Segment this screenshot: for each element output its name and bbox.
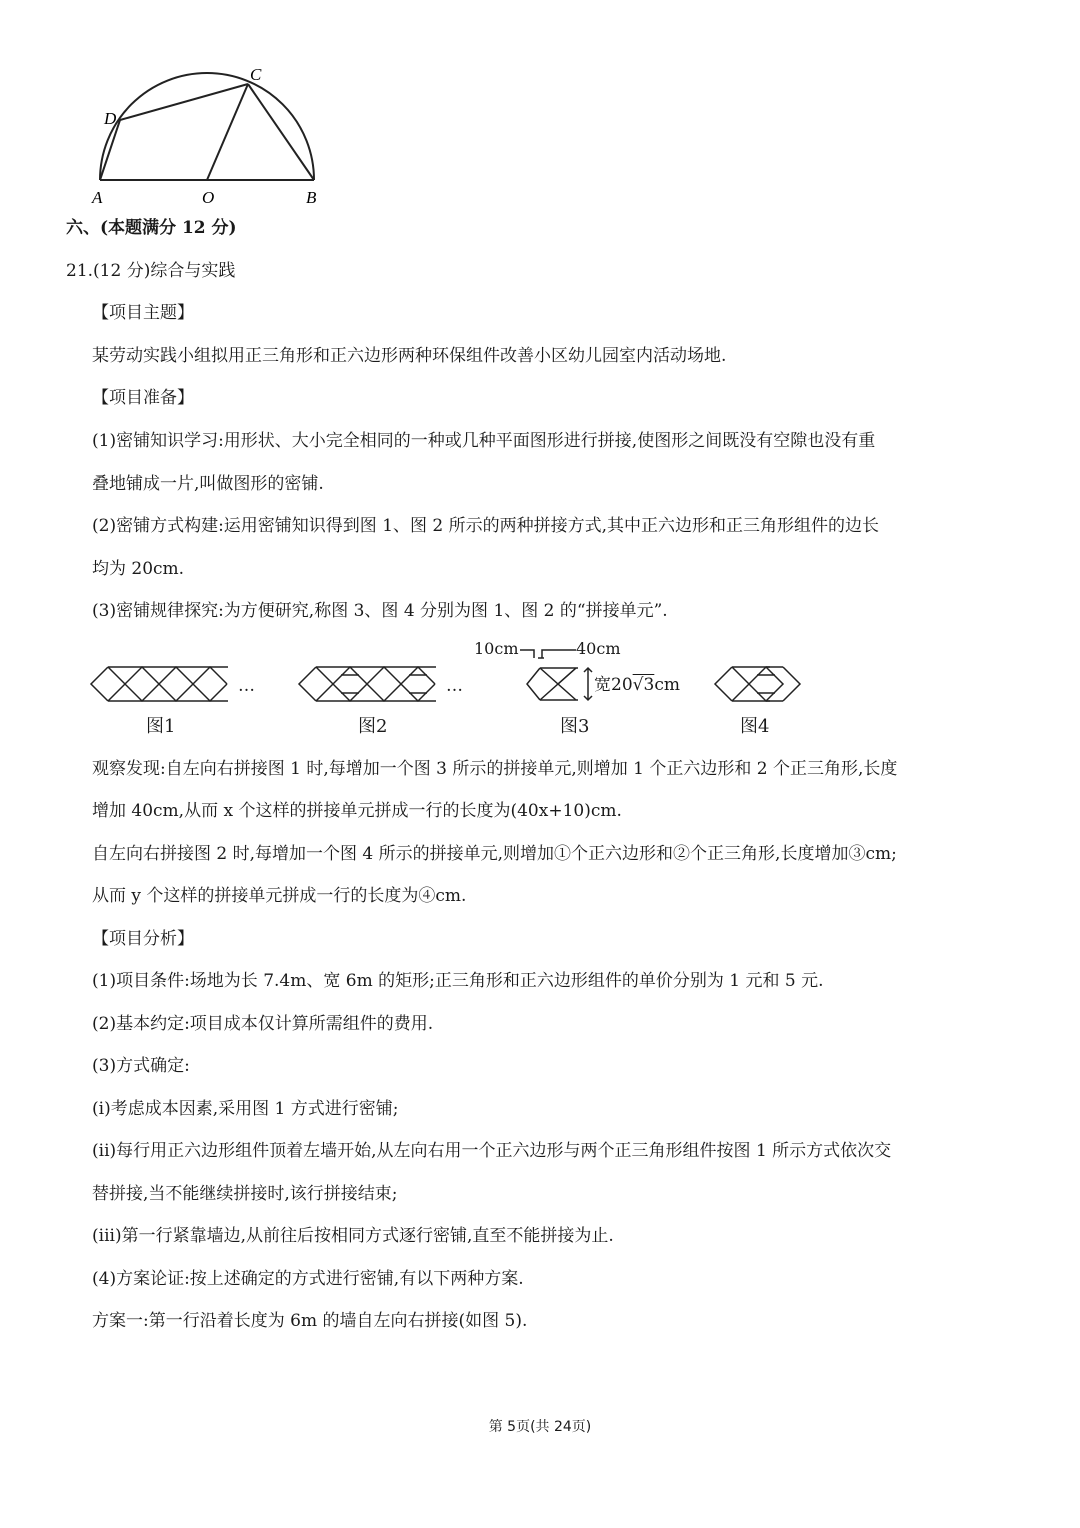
figure-3-unit [520,646,600,710]
label-o: O [202,188,215,207]
figure-3-caption: 图3 [560,716,590,737]
analysis-item4: (4)方案论证:按上述确定的方式进行密铺,有以下两种方案. [92,1269,524,1289]
label-d: D [104,109,117,128]
preparation-item1-line2: 叠地铺成一片,叫做图形的密铺. [92,474,324,494]
section-title: 六、(本题满分 12 分) [66,218,237,238]
observation-line1: 观察发现:自左向右拼接图 1 时,每增加一个图 3 所示的拼接单元,则增加 1 个正六边形和 2 个正三角形,长度 [92,759,898,779]
analysis-item1: (1)项目条件:场地为长 7.4m、宽 6m 的矩形;正三角形和正六边形组件的单价分别为 1 元和 5 元. [92,971,824,991]
figure-2-tiling [296,660,446,710]
theme-text: 某劳动实践小组拟用正三角形和正六边形两种环保组件改善小区幼儿园室内活动场地. [92,346,727,366]
observation-line2: 增加 40cm,从而 x 个这样的拼接单元拼成一行的长度为(40x+10)cm. [92,801,622,821]
analysis-sub-ii-line2: 替拼接,当不能继续拼接时,该行拼接结束; [92,1184,398,1204]
question-header: 21.(12 分)综合与实践 [66,261,236,281]
analysis-sub-ii-line1: (ii)每行用正六边形组件顶着左墙开始,从左向右用一个正六边形与两个正三角形组件按图 1 所示方式依次交 [92,1141,892,1161]
label-b: B [306,188,317,207]
figure-3-width-unit: cm [654,675,680,695]
figure-2-ellipsis: … [446,676,463,696]
figure-2-caption: 图2 [358,716,388,737]
analysis-plan1: 方案一:第一行沿着长度为 6m 的墙自左向右拼接(如图 5). [92,1311,528,1331]
preparation-item1-line1: (1)密铺知识学习:用形状、大小完全相同的一种或几种平面图形进行拼接,使图形之间既没有空隙也没有重 [92,431,876,451]
figure-4-caption: 图4 [740,716,770,737]
figure-4-unit [712,660,802,710]
figure-3-label-10cm: 10cm [474,639,519,658]
chord-cb [248,84,314,180]
preparation-heading: 【项目准备】 [92,388,194,408]
label-a: A [92,188,103,207]
label-c: C [250,65,262,84]
figure-3-width-root: √3 [632,675,655,695]
observation-line4: 从而 y 个这样的拼接单元拼成一行的长度为④cm. [92,886,467,906]
figure-1-ellipsis: … [238,676,255,696]
analysis-item3: (3)方式确定: [92,1056,190,1076]
observation-line3: 自左向右拼接图 2 时,每增加一个图 4 所示的拼接单元,则增加①个正六边形和②个正三角形,长度增加③cm; [92,844,897,864]
semicircle-arc [100,73,314,180]
chord-a-d-c [100,84,248,180]
figure-3-width-label [594,673,680,697]
segment-co [207,84,248,180]
semicircle-figure [80,62,340,212]
theme-heading: 【项目主题】 [92,303,194,323]
analysis-item2: (2)基本约定:项目成本仅计算所需组件的费用. [92,1014,434,1034]
preparation-item3: (3)密铺规律探究:为方便研究,称图 3、图 4 分别为图 1、图 2 的“拼接单元”. [92,601,668,621]
figure-1-caption: 图1 [146,716,176,737]
analysis-heading: 【项目分析】 [92,929,194,949]
figure-3-width-prefix: 宽20 [594,675,633,695]
analysis-sub-iii: (iii)第一行紧靠墙边,从前往后按相同方式逐行密铺,直至不能拼接为止. [92,1226,614,1246]
page-footer: 第 5页(共 24页) [488,1419,592,1435]
figure-3-label-40cm: 40cm [576,639,621,658]
preparation-item2-line2: 均为 20cm. [92,559,185,579]
analysis-sub-i: (i)考虑成本因素,采用图 1 方式进行密铺; [92,1099,399,1119]
preparation-item2-line1: (2)密铺方式构建:运用密铺知识得到图 1、图 2 所示的两种拼接方式,其中正六边形和正三角形组件的边长 [92,516,880,536]
